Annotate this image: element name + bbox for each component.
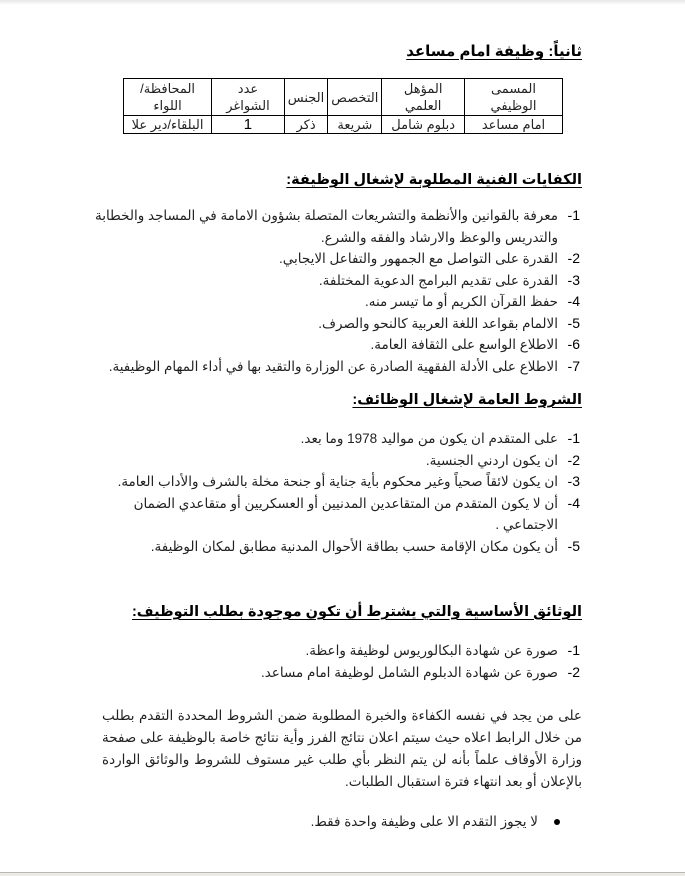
list-item <box>98 428 580 450</box>
bullet-icon <box>554 819 560 825</box>
note-text: لا يجوز التقدم الا على وظيفة واحدة فقط. <box>310 814 538 829</box>
item-number: -7 <box>567 357 580 374</box>
item-text: ان يكون لائقاً صحياً وغير محكوم بأية جناية أو جنحة مخلة بالشرف والأداب العامة. <box>117 474 558 489</box>
item-number: -3 <box>567 271 580 288</box>
item-number: -2 <box>567 663 580 680</box>
item-number: -2 <box>567 451 580 468</box>
item-text: القدرة على تقديم البرامج الدعوية المختلفة. <box>318 272 558 288</box>
viewer-bottom-edge <box>0 872 685 876</box>
table-header-row <box>124 79 563 116</box>
item-text: على المتقدم ان يكون من مواليد 1978 وما بعد. <box>300 431 558 446</box>
list-item <box>88 334 580 356</box>
header-gender: الجنس <box>284 79 327 116</box>
item-number: -3 <box>567 473 580 489</box>
list-item <box>88 313 580 335</box>
list-item <box>98 536 580 558</box>
cell-job-title: امام مساعد <box>465 116 563 134</box>
item-number: -4 <box>567 293 580 309</box>
list-item <box>88 291 580 313</box>
application-instructions: على من يجد في نفسه الكفاءة والخبرة المطلوبة ضمن الشروط المحددة التقدم بطلب من خلال الرابط اعلاه حيث سيتم اعلان نتائج الفرز وأية نتائج خاصة بالوظيفة على صفحة وزارة الأوقاف علماً بأنه لن يتم النظر بأي طلب غير مستوف للشروط والوثائق الواردة بالإعلان أو بعد انتهاء فترة استقبال الطلبات. <box>102 708 582 789</box>
cell-specialization: شريعة <box>328 116 382 134</box>
documents-heading: الوثائق الأساسية والتي يشترط أن تكون موجودة بطلب التوظيف: <box>131 604 582 620</box>
header-specialization: التخصص <box>328 79 382 116</box>
item-number: -4 <box>567 494 580 511</box>
item-text: الالمام بقواعد اللغة العربية كالنحو والصرف. <box>318 315 558 331</box>
vacancy-table <box>123 78 563 134</box>
item-text: معرفة بالقوانين والأنظمة والتشريعات المتصلة بشؤون الامامة في المساجد والخطابة والتدريس والوعظ والارشاد والفقه والشرع. <box>94 208 558 245</box>
item-number: -1 <box>567 207 580 223</box>
item-text: حفظ القرآن الكريم أو ما تيسر منه. <box>364 294 558 309</box>
item-number: -1 <box>567 642 580 658</box>
list-item <box>88 205 580 248</box>
item-text: صورة عن شهادة البكالوريوس لوظيفة واعظة. <box>305 643 558 658</box>
note-item <box>311 814 560 830</box>
cell-vacancies: 1 <box>212 116 285 134</box>
item-number: -5 <box>567 314 580 331</box>
list-item <box>98 640 580 662</box>
item-text: ان يكون اردني الجنسية. <box>425 452 558 468</box>
competencies-list <box>88 205 582 377</box>
cell-gender: ذكر <box>284 116 327 134</box>
list-item <box>98 471 580 493</box>
header-job-title: المسمى الوظيفي <box>465 79 563 116</box>
item-text: أن لا يكون المتقدم من المتقاعدين المدنيين أو العسكريين أو متقاعدي الضمان الاجتماعي . <box>133 495 558 532</box>
header-vacancies: عدد الشواغر <box>212 79 285 116</box>
item-text: صورة عن شهادة الدبلوم الشامل لوظيفة امام مساعد. <box>260 664 558 680</box>
documents-list <box>98 640 582 683</box>
list-item <box>88 270 580 292</box>
item-text: الاطلاع الواسع على الثقافة العامة. <box>370 337 558 352</box>
header-qualification: المؤهل العلمي <box>382 79 465 116</box>
list-item <box>98 493 580 536</box>
item-number: -5 <box>567 537 580 554</box>
header-governorate: المحافظة/اللواء <box>124 79 212 116</box>
list-item <box>88 356 580 378</box>
item-number: -1 <box>567 430 580 446</box>
item-number: -2 <box>567 250 580 266</box>
list-item <box>98 450 580 472</box>
list-item <box>88 248 580 270</box>
item-text: القدرة على التواصل مع الجمهور والتفاعل الايجابي. <box>279 251 558 266</box>
competencies-heading: الكفايات الفنية المطلوبة لإشغال الوظيفة: <box>286 172 582 188</box>
item-number: -6 <box>567 336 580 352</box>
item-text: الاطلاع على الأدلة الفقهية الصادرة عن الوزارة والتقيد بها في أداء المهام الوظيفية. <box>108 358 558 374</box>
conditions-heading: الشروط العامة لإشغال الوظائف: <box>352 392 582 408</box>
section-title: ثانياً: وظيفة امام مساعد <box>406 43 582 60</box>
list-item <box>98 662 580 684</box>
conditions-list <box>98 428 582 557</box>
item-text: أن يكون مكان الإقامة حسب بطاقة الأحوال المدنية مطابق لمكان الوظيفة. <box>150 538 558 554</box>
table-row <box>124 116 563 134</box>
cell-qualification: دبلوم شامل <box>382 116 465 134</box>
cell-governorate: البلقاء/دير علا <box>124 116 212 134</box>
